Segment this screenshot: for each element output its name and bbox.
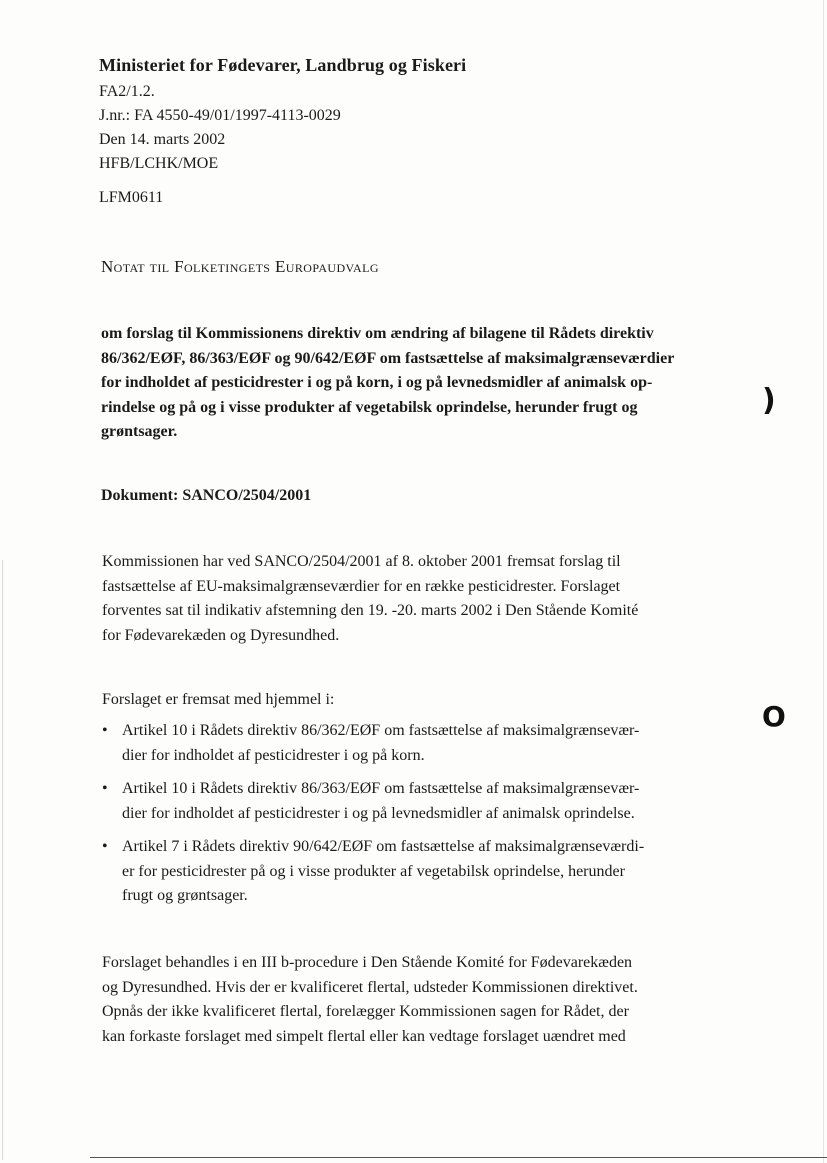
scan-edge — [2, 560, 3, 1160]
paragraph-intro — [102, 550, 742, 648]
bottom-rule — [90, 1157, 827, 1158]
paragraph-line: forventes sat til indikativ afstemning den 19. -20. marts 2002 i Den Stående Komité — [102, 602, 639, 619]
author-initials: HFB/LCHK/MOE — [99, 155, 219, 172]
paragraph-line: fastsættelse af EU-maksimalgrænseværdier for en række pesticidrester. Forslaget — [102, 577, 621, 595]
office-code: FA2/1.2. — [99, 83, 155, 100]
document-date: Den 14. marts 2002 — [99, 131, 226, 148]
document-reference: Dokument: SANCO/2504/2001 — [101, 487, 312, 504]
bullet-icon: • — [102, 838, 108, 855]
paragraph-line: kan forkaste forslaget med simpelt flertal eller kan vedtage forslaget uændret med — [102, 1027, 626, 1045]
legal-basis-intro: Forslaget er fremsat med hjemmel i: — [102, 691, 335, 708]
paragraph-line: Kommissionen har ved SANCO/2504/2001 af 8. oktober 2001 fremsat forslag til — [102, 553, 621, 570]
ministry-name: Ministeriet for Fødevarer, Landbrug og Fiskeri — [99, 55, 467, 75]
subject-line: for indholdet af pesticidrester i og på korn, i og på levnedsmidler af animalsk op- — [101, 374, 653, 391]
bullet-icon: • — [102, 780, 108, 797]
list-item — [102, 719, 742, 768]
paragraph-line: og Dyresundhed. Hvis der er kvalificeret flertal, udsteder Kommissionen direktivet. — [102, 978, 638, 996]
subject-line: 86/362/EØF, 86/363/EØF og 90/642/EØF om fastsættelse af maksimalgrænseværdier — [101, 349, 675, 367]
legal-basis-list — [102, 719, 742, 918]
paragraph-line: for Fødevarekæden og Dyresundhed. — [102, 626, 340, 644]
procedure-paragraph — [102, 951, 742, 1049]
page-title: Notat til Folketingets Europaudvalg — [101, 257, 379, 276]
bullet-icon: • — [102, 722, 108, 739]
list-item-line: er for pesticidrester på og i visse produkter af vegetabilsk oprindelse, herunder — [122, 862, 625, 880]
binder-hole-bracket-icon: ) — [762, 383, 776, 418]
subject-line: om forslag til Kommissionens direktiv om ændring af bilagene til Rådets direktiv — [101, 325, 654, 342]
subject-line: rindelse og på og i visse produkter af vegetabilsk oprindelse, herunder frugt og — [101, 398, 638, 416]
list-item-line: frugt og grøntsager. — [122, 887, 248, 904]
scan-edge — [823, 0, 824, 1163]
list-item-line: Artikel 10 i Rådets direktiv 86/363/EØF om fastsættelse af maksimalgrænsevær- — [122, 780, 640, 797]
binder-hole-ring-icon: O — [762, 700, 786, 733]
subject-line: grøntsager. — [101, 423, 178, 440]
paragraph-line: Forslaget behandles i en III b-procedure i Den Stående Komité for Fødevarekæden — [102, 954, 633, 971]
list-item-line: Artikel 7 i Rådets direktiv 90/642/EØF om fastsættelse af maksimalgrænseværdi- — [122, 838, 645, 855]
paragraph-line: Opnås der ikke kvalificeret flertal, forelægger Kommissionen sagen for Rådet, der — [102, 1003, 629, 1020]
list-item-line: Artikel 10 i Rådets direktiv 86/362/EØF om fastsættelse af maksimalgrænsevær- — [122, 722, 640, 739]
list-item — [102, 777, 742, 826]
journal-number: J.nr.: FA 4550-49/01/1997-4113-0029 — [99, 107, 341, 124]
document-code: LFM0611 — [99, 189, 164, 206]
list-item-line: dier for indholdet af pesticidrester i og på levnedsmidler af animalsk oprindelse. — [122, 804, 635, 822]
subject-block — [101, 322, 741, 445]
list-item — [102, 835, 742, 909]
list-item-line: dier for indholdet af pesticidrester i og på korn. — [122, 746, 425, 764]
